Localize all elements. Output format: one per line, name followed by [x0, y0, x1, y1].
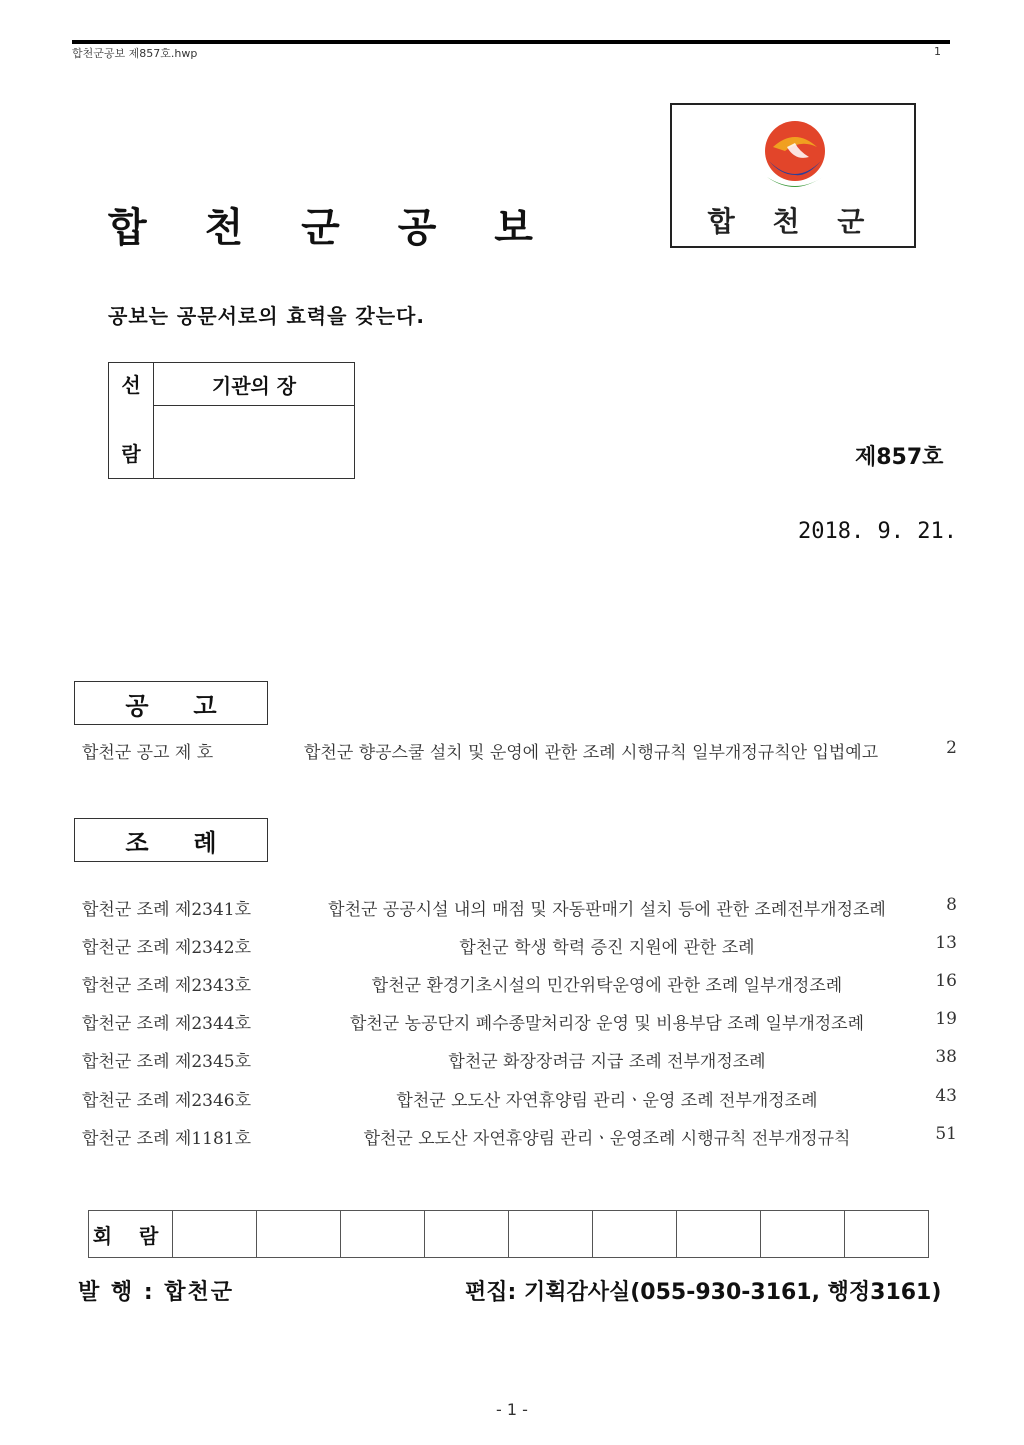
ordinance-row[interactable] — [82, 971, 957, 999]
approval-sign-cell — [154, 406, 355, 479]
ordinance-page: 16 — [935, 971, 957, 991]
notice-title: 합천군 향공스쿨 설치 및 운영에 관한 조례 시행규칙 일부개정규칙안 입법예고 — [304, 743, 879, 763]
section-notice-char2: 고 — [193, 691, 217, 720]
publisher: 발 행 : 합천군 — [78, 1280, 235, 1305]
logo-name: 합 천 군 — [707, 205, 879, 238]
ordinance-ref: 합천군 조례 제2342호 — [82, 938, 252, 958]
ordinance-title: 합천군 화장장려금 지급 조례 전부개정조례 — [448, 1052, 766, 1072]
county-emblem-icon — [755, 117, 835, 197]
header-page-number: 1 — [934, 45, 941, 58]
ordinance-row[interactable] — [82, 895, 957, 923]
county-logo — [670, 103, 916, 248]
approval-side-top: 선 — [121, 372, 141, 397]
section-notice-char1: 공 — [125, 691, 149, 720]
ordinance-title: 합천군 공공시설 내의 매점 및 자동판매기 설치 등에 관한 조례전부개정조례 — [328, 900, 886, 920]
ordinance-page: 8 — [946, 895, 957, 915]
ordinance-page: 19 — [935, 1009, 957, 1029]
ordinance-row[interactable] — [82, 1009, 957, 1037]
section-ordinance-heading — [74, 818, 268, 862]
gazette-title: 합 천 군 공 보 — [108, 205, 555, 251]
approval-table — [108, 362, 355, 479]
ordinance-ref: 합천군 조례 제1181호 — [82, 1129, 252, 1149]
editor: 편집: 기획감사실(055-930-3161, 행정3161) — [465, 1280, 942, 1305]
ordinance-row[interactable] — [82, 1124, 957, 1152]
circulation-cell — [257, 1211, 341, 1258]
circulation-table — [88, 1210, 929, 1258]
section-notice-heading — [74, 681, 268, 725]
ordinance-page: 13 — [935, 933, 957, 953]
circulation-cell — [425, 1211, 509, 1258]
circulation-cell — [173, 1211, 257, 1258]
circulation-cell — [845, 1211, 929, 1258]
circulation-cell — [593, 1211, 677, 1258]
ordinance-title: 합천군 농공단지 폐수종말처리장 운영 및 비용부담 조례 일부개정조례 — [349, 1014, 865, 1034]
issue-date: 2018. 9. 21. — [798, 519, 957, 544]
notice-ref: 합천군 공고 제 호 — [82, 743, 214, 763]
ordinance-title: 합천군 환경기초시설의 민간위탁운영에 관한 조례 일부개정조례 — [371, 976, 843, 996]
ordinance-ref: 합천군 조례 제2344호 — [82, 1014, 252, 1034]
ordinance-row[interactable] — [82, 1047, 957, 1075]
ordinance-title: 합천군 오도산 자연휴양림 관리ㆍ운영조례 시행규칙 전부개정규칙 — [363, 1129, 851, 1149]
approval-side — [109, 363, 154, 479]
ordinance-ref: 합천군 조례 제2345호 — [82, 1052, 252, 1072]
circulation-cell — [761, 1211, 845, 1258]
circulation-cell — [509, 1211, 593, 1258]
issue-number: 제857호 — [855, 445, 944, 470]
approval-side-bottom: 람 — [121, 441, 141, 466]
ordinance-row[interactable] — [82, 933, 957, 961]
notice-page: 2 — [946, 738, 957, 758]
header-rule — [72, 40, 950, 44]
notice-row[interactable] — [82, 738, 957, 766]
ordinance-ref: 합천군 조례 제2343호 — [82, 976, 252, 996]
ordinance-page: 38 — [935, 1047, 957, 1067]
section-ordinance-char1: 조 — [125, 828, 149, 857]
ordinance-title: 합천군 학생 학력 증진 지원에 관한 조례 — [459, 938, 755, 958]
circulation-label: 회 람 — [89, 1211, 173, 1258]
ordinance-ref: 합천군 조례 제2346호 — [82, 1091, 252, 1111]
circulation-cell — [677, 1211, 761, 1258]
ordinance-row[interactable] — [82, 1086, 957, 1114]
header-file-name: 합천군공보 제857호.hwp — [72, 47, 198, 60]
circulation-cell — [341, 1211, 425, 1258]
section-ordinance-char2: 례 — [193, 828, 217, 857]
gazette-subtitle: 공보는 공문서로의 효력을 갖는다. — [108, 304, 425, 328]
ordinance-title: 합천군 오도산 자연휴양림 관리ㆍ운영 조례 전부개정조례 — [396, 1091, 818, 1111]
ordinance-page: 51 — [935, 1124, 957, 1144]
approval-head: 기관의 장 — [154, 363, 355, 406]
ordinance-ref: 합천군 조례 제2341호 — [82, 900, 252, 920]
ordinance-page: 43 — [935, 1086, 957, 1106]
page-number: - 1 - — [496, 1400, 528, 1419]
